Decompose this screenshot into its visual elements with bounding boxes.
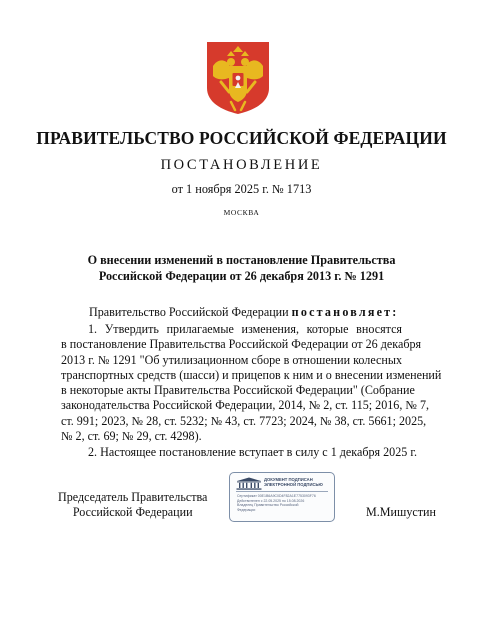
coat-of-arms-emblem-icon (205, 40, 271, 116)
signature-stamp-details (237, 494, 316, 512)
paragraph-line: в постановление Правительства Российской Федерации от 26 декабря (61, 337, 422, 352)
signer-title-line: Председатель Правительства (58, 490, 208, 504)
document-date-number: от 1 ноября 2025 г. № 1713 (171, 182, 312, 196)
intro-decrees-word: постановляет: (291, 305, 399, 319)
paragraph-line: транспортных средств (шасси) и прицепов к ним и о внесении изменений (61, 367, 442, 382)
document-city: МОСКВА (223, 208, 260, 217)
signer-title-line: Российской Федерации (72, 505, 193, 519)
item-1-paragraph (61, 322, 442, 444)
signer-title (58, 490, 207, 520)
intro-prefix: Правительство Российской Федерации (89, 305, 292, 319)
paragraph-line: 1. Утвердить прилагаемые изменения, которые вносятся (88, 322, 402, 336)
document-type: ПОСТАНОВЛЕНИЕ (160, 157, 323, 173)
subject-line: О внесении изменений в постановление Правительства (87, 253, 396, 267)
stamp-divider (236, 491, 328, 492)
paragraph-line: № 2, ст. 69; № 29, ст. 4298). (61, 429, 202, 444)
government-building-icon (236, 477, 262, 490)
paragraph-line: 2013 г. № 1291 "Об утилизационном сборе в отношении колесных (61, 352, 402, 367)
stamp-title-line: ЭЛЕКТРОННОЙ ПОДПИСЬЮ (264, 482, 323, 487)
document-subject (0, 253, 483, 284)
government-title: ПРАВИТЕЛЬСТВО РОССИЙСКОЙ ФЕДЕРАЦИИ (36, 128, 447, 148)
signer-name: М.Мишустин (366, 505, 436, 519)
item-2-paragraph: 2. Настоящее постановление вступает в силу с 1 декабря 2025 г. (88, 445, 417, 459)
stamp-validity: Действителен с 22.05.2025 по 15.08.2026 (237, 498, 305, 503)
stamp-certificate: Сертификат 00E1B6A9C0D4F82A1E7753093F76 (237, 494, 316, 498)
stamp-owner: Владелец Правительство Российской (237, 503, 299, 508)
subject-line: Российской Федерации от 26 декабря 2013 г. № 1291 (98, 268, 385, 283)
resolution-intro (89, 305, 399, 320)
paragraph-line: законодательства Российской Федерации, 2014, № 2, ст. 115; 2016, № 7, (61, 398, 430, 413)
stamp-title-line: ДОКУМЕНТ ПОДПИСАН (264, 477, 313, 482)
signature-stamp-title (264, 477, 323, 487)
electronic-signature-stamp (229, 472, 335, 522)
stamp-owner: Федерации (237, 507, 256, 512)
paragraph-line: в некоторые акты Правительства Российской Федерации" (Собрание (61, 383, 415, 398)
paragraph-line: ст. 991; 2023, № 28, ст. 5232; № 43, ст. 7723; 2024, № 38, ст. 5661; 2025, (61, 413, 427, 428)
